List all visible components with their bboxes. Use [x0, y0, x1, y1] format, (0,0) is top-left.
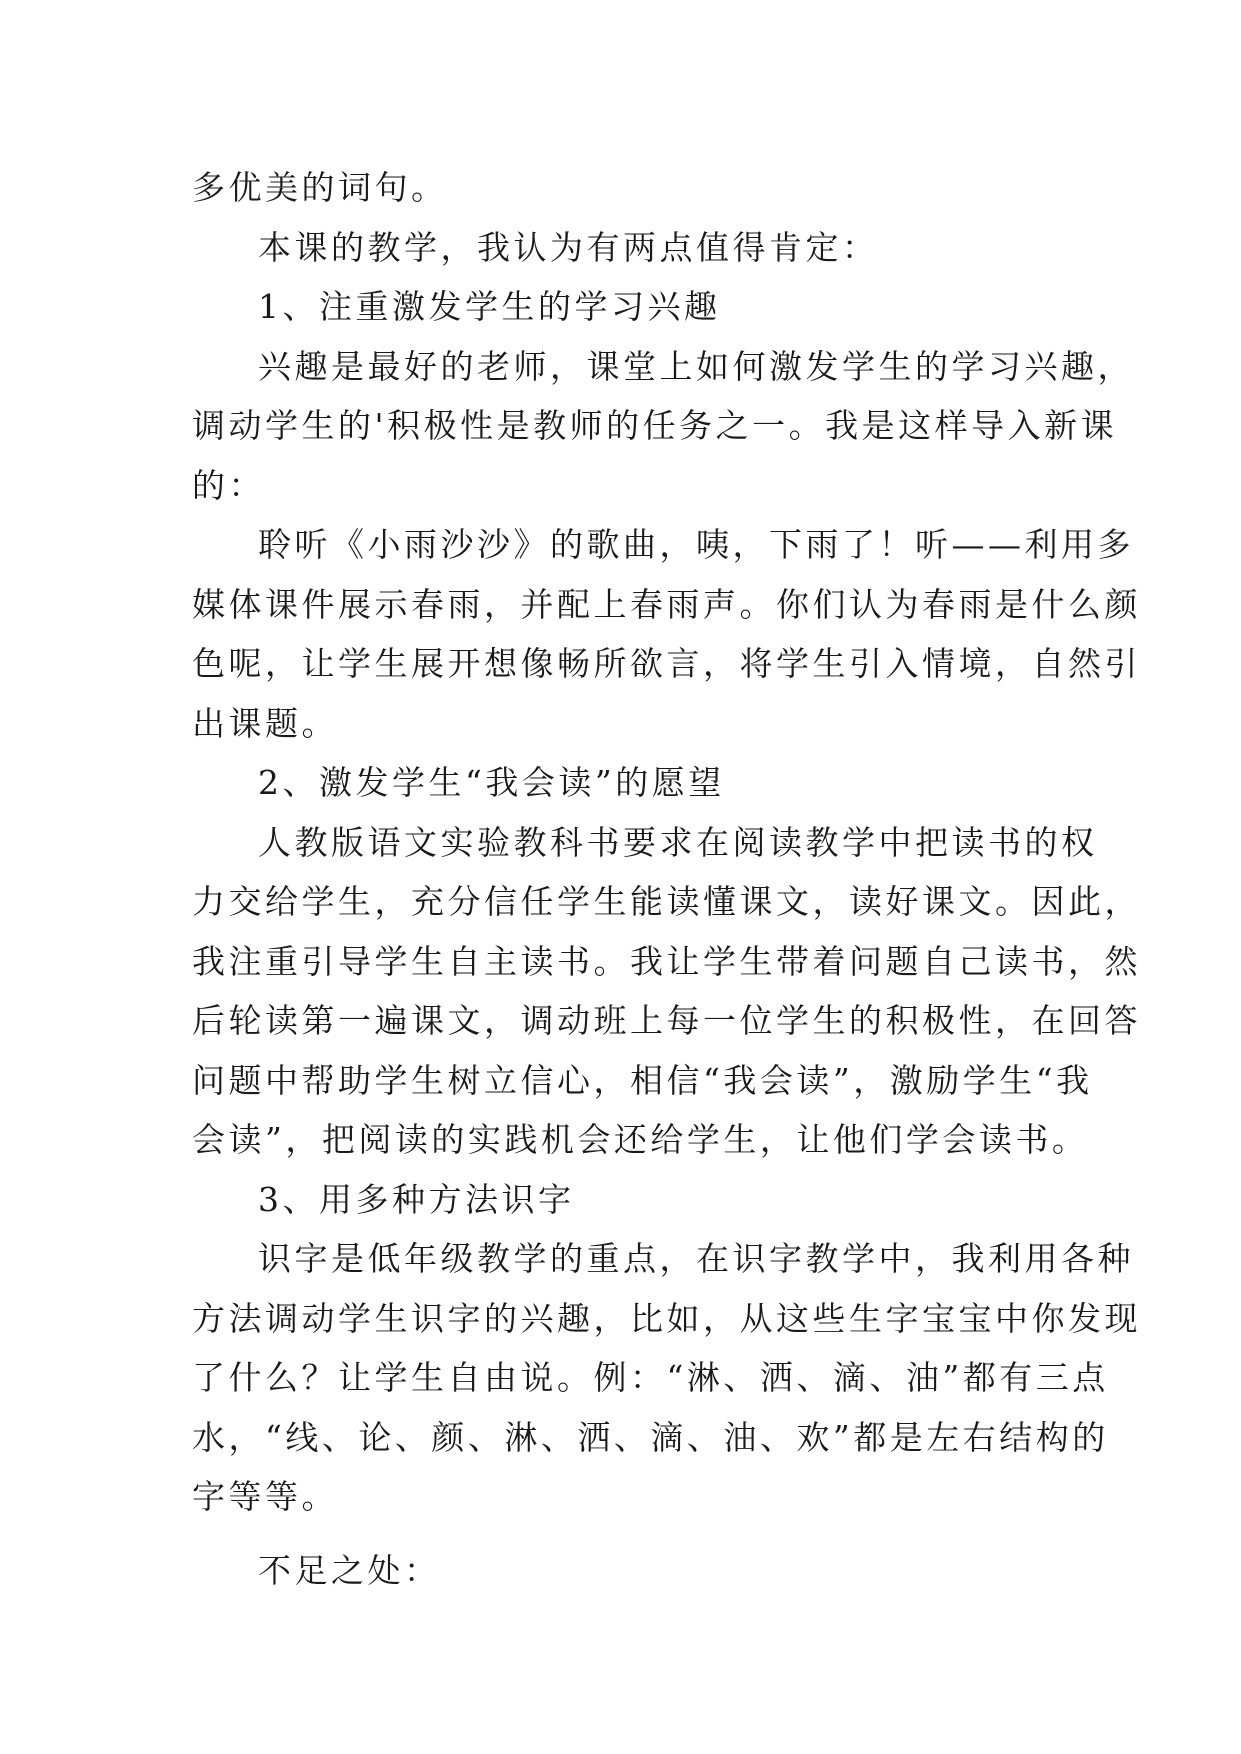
- text-line: [192, 158, 1050, 218]
- line-text: 识字是低年级教学的重点，在识字教学中，我利用各种: [258, 1239, 1134, 1278]
- line-text: 力交给学生，充分信任学生能读懂课文，读好课文。因此，: [192, 882, 1141, 921]
- line-text: 调动学生的'积极性是教师的任务之一。我是这样导入新课: [192, 406, 1118, 445]
- line-text: 媒体课件展示春雨，并配上春雨声。你们认为春雨是什么颜: [192, 584, 1141, 624]
- text-line: [192, 1229, 1134, 1289]
- text-line: [192, 515, 1134, 575]
- line-text: 会读”，把阅读的实践机会还给学生，让他们学会读书。: [192, 1120, 1089, 1159]
- text-line: [192, 1051, 1093, 1111]
- text-line: [192, 932, 1141, 992]
- line-text: 了什么？让学生自由说。例：“淋、洒、滴、油”都有三点: [192, 1358, 1109, 1397]
- line-text: 2、激发学生“我会读”的愿望: [258, 763, 725, 802]
- line-text: 字等等。: [192, 1477, 338, 1516]
- line-text: 我注重引导学生自主读书。我让学生带着问题自己读书，然: [192, 941, 1141, 981]
- text-line: [192, 1110, 1089, 1170]
- section-heading: [192, 277, 1050, 337]
- text-line: [192, 872, 1141, 932]
- line-text: 的：: [192, 465, 265, 505]
- text-line: [192, 634, 1141, 694]
- text-line: [192, 337, 1134, 397]
- text-line: [192, 575, 1141, 635]
- line-text: 多优美的词句。: [192, 168, 448, 207]
- document-body: [192, 158, 1141, 1600]
- line-text: 色呢，让学生展开想像畅所欲言，将学生引入情境，自然引: [192, 644, 1141, 683]
- text-line: [192, 1348, 1109, 1408]
- line-text: 聆听《小雨沙沙》的歌曲，咦，下雨了！听——利用多: [258, 525, 1134, 564]
- text-line: [192, 396, 1118, 456]
- line-text: 问题中帮助学生树立信心，相信“我会读”，激励学生“我: [192, 1060, 1093, 1100]
- line-text: 不足之处：: [258, 1550, 441, 1590]
- line-text: 方法调动学生识字的兴趣，比如，从这些生字宝宝中你发现: [192, 1298, 1141, 1338]
- line-text: 1、注重激发学生的学习兴趣: [258, 287, 721, 326]
- text-line: [192, 1289, 1141, 1349]
- text-line: [192, 218, 1050, 278]
- text-line: [192, 1467, 1050, 1527]
- text-line: [192, 694, 1050, 754]
- line-text: 出课题。: [192, 703, 338, 743]
- section-heading: [192, 1170, 1050, 1230]
- text-line: [192, 991, 1141, 1051]
- text-line: [192, 1541, 1050, 1601]
- text-line: [192, 813, 1098, 873]
- line-text: 后轮读第一遍课文，调动班上每一位学生的积极性，在回答: [192, 1001, 1141, 1040]
- line-text: 本课的教学，我认为有两点值得肯定：: [258, 227, 879, 267]
- line-text: 水，“线、论、颜、淋、洒、滴、油、欢”都是左右结构的: [192, 1417, 1109, 1457]
- section-heading: [192, 753, 1050, 813]
- text-line: [192, 1408, 1109, 1468]
- line-text: 兴趣是最好的老师，课堂上如何激发学生的学习兴趣，: [258, 346, 1134, 386]
- line-text: 人教版语文实验教科书要求在阅读教学中把读书的权: [258, 822, 1098, 862]
- line-text: 3、用多种方法识字: [258, 1179, 575, 1219]
- text-line: [192, 456, 1050, 516]
